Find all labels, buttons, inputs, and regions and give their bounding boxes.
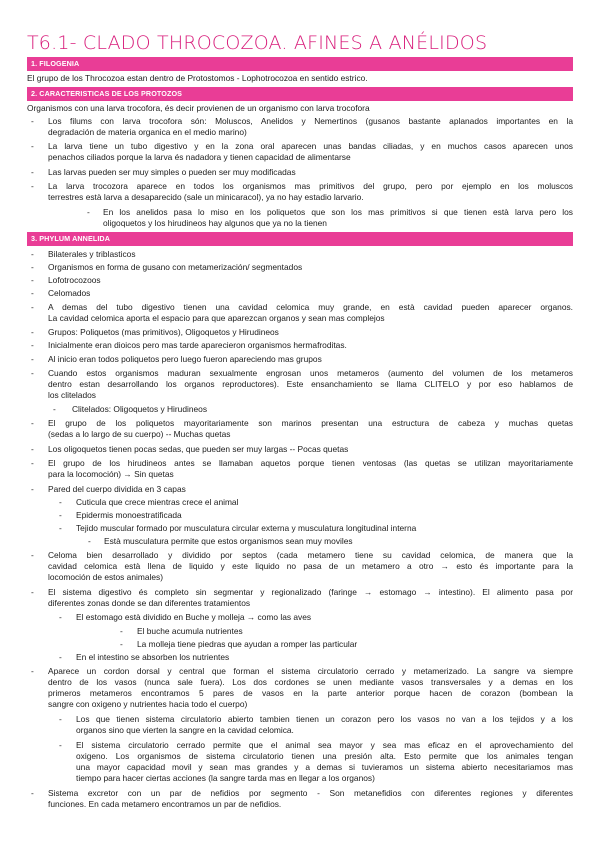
list-item: una mayor capacidad movil y sean mas grandes y a demas si tuvieramos un sistema abierto necesitariamos mas [76,762,573,772]
list-item: Sistema excretor con un par de nefidios por segmento - Son metanefidios con diferentes regiones y diferentes [48,788,573,798]
list-item: En el intestino se absorben los nutrientes [76,652,230,662]
list-item: Celomados [48,288,91,298]
list-item: cavidad celomica està llena de liquido y este liquido no pasa de un metamero a otro → esto és importante para la [48,561,573,571]
list-item: Clitelados: Oligoquetos y Hirudineos [72,404,208,414]
bullet-dash: - [59,497,62,507]
bullet-dash: - [31,587,34,597]
list-item: Al inicio eran todos poliquetos pero luego fueron apareciendo mas grupos [48,354,322,364]
list-item: Los oligoquetos tienen pocas sedas, que pueden ser muy largas -- Pocas quetas [48,444,349,454]
bullet-dash: - [59,523,62,533]
list-item: Lofotrocozoos [48,275,101,285]
list-item: los clitelados [48,390,96,400]
bullet-dash: - [59,612,62,622]
list-item: terrestres està larva a desaparecido (sale un minicaracol), ya no hay estadio larvario. [48,192,364,202]
bullet-dash: - [31,550,34,560]
list-item: sangre con oxigeno y nutrientes hacia todo el cuerpo) [48,699,248,709]
bullet-dash: - [31,484,34,494]
bullet-dash: - [31,788,34,798]
list-item: Los filums con larva trocofora són: Moluscos, Anelidos y Nemertinos (gusanos bastante aplanados importantes en la [48,116,573,126]
list-item: (sedas a lo largo de su cuerpo) -- Muchas quetas [48,429,231,439]
bullet-dash: - [31,141,34,151]
section-header-caracteristicas: 2. CARACTERISTICAS DE LOS PROTOZOS [27,87,573,101]
bullet-dash: - [120,626,123,636]
bullet-dash: - [31,418,34,428]
list-item: Aparece un cordon dorsal y central que forman el sistema circulatorio cerrado y metamerizado. La sangre va siempre [48,666,573,676]
paragraph: Organismos con una larva trocofora, és decir provienen de un organismo con larva trocofora [27,103,370,113]
bullet-dash: - [31,275,34,285]
bullet-dash: - [31,116,34,126]
bullet-dash: - [31,327,34,337]
list-item: A demas del tubo digestivo tienen una cavidad celomica muy grande, en està cavidad pueden aparecer organos. [48,302,573,312]
list-item: para la locomoción) → Sin quetas [48,469,174,479]
list-item: Pared del cuerpo dividida en 3 capas [48,484,186,494]
bullet-dash: - [31,458,34,468]
bullet-dash: - [53,404,56,414]
list-item: Epidermis monoestratificada [76,510,182,520]
list-item: Los que tienen sistema circulatorio abierto tambien tienen un corazon pero los vasos no van a los tejidos y a los [76,714,573,724]
bullet-dash: - [120,639,123,649]
list-item: La larva tiene un tubo digestivo y en la zona oral aparecen unas bandas ciliadas, y en muchos casos aparecen unos [48,141,573,151]
list-item: funciones. En cada metamero encontramos un par de nefidios. [48,799,282,809]
paragraph: El grupo de los Throcozoa estan dentro de Protostomos - Lophotrocozoa en sentido estrico. [27,73,368,83]
list-item: oxigeno. Los organismos de sistema circulatorio tienen una presión alta. Esto permite que los animales tengan [76,751,573,761]
bullet-dash: - [87,207,90,217]
bullet-dash: - [31,262,34,272]
list-item: Grupos: Poliquetos (mas primitivos), Oligoquetos y Hirudineos [48,327,279,337]
page-title: T6.1- CLADO THROCOZOA. AFINES A ANÉLIDOS [27,32,488,54]
bullet-dash: - [31,340,34,350]
bullet-dash: - [31,368,34,378]
list-item: dentro estan desarrollando los organos reproductores). Este ensanchamiento se llama CLITELO y por eso hablamos de [48,379,573,389]
list-item: El sistema circulatorio cerrado permite que el animal sea mayor y sea mas eficaz en el aprovechamiento del [76,740,573,750]
list-item: El buche acumula nutrientes [137,626,243,636]
bullet-dash: - [59,740,62,750]
list-item: degradación de materia organica en el medio marino) [48,127,247,137]
list-item: La larva trocozora aparece en todos los organismos mas primitivos del grupo, pero por ejemplo en los moluscos [48,181,573,191]
list-item: El grupo de los hirudineos antes se llamaban aquetos porque tienen ventosas (las quetas se utilizan mayoritariamente [48,458,573,468]
list-item: El sistema digestivo és completo sin segmentar y regionalizado (faringe → estomago → intestino). El alimento pasa por [48,587,573,597]
list-item: Las larvas pueden ser muy simples o pueden ser muy modificadas [48,167,296,177]
list-item: El grupo de los poliquetos mayoritariamente son marinos presentan una estructura de cabeza y muchas quetas [48,418,573,428]
bullet-dash: - [31,249,34,259]
list-item: penachos ciliados porque la larva és nadadora y tienen capacidad de alimentarse [48,152,351,162]
list-item: organos sino que vierten la sangre en la cavidad celomica. [76,725,294,735]
list-item: diferentes zonas donde se dan diferentes tratamientos [48,598,251,608]
bullet-dash: - [59,510,62,520]
bullet-dash: - [31,444,34,454]
bullet-dash: - [31,354,34,364]
list-item: Està musculatura permite que estos organismos sean muy moviles [104,536,353,546]
bullet-dash: - [88,536,91,546]
list-item: La cavidad celomica aporta el espacio para que aparezcan organos y sean mas complejos [48,313,385,323]
list-item: Organismos en forma de gusano con metamerización/ segmentados [48,262,303,272]
bullet-dash: - [59,652,62,662]
section-header-filogenia: 1. FILOGENIA [27,57,573,71]
list-item: tiempo para hacer ciertas acciones (la sangre tarda mas en llegar a los organos) [76,773,375,783]
list-item: Bilaterales y triblasticos [48,249,136,259]
list-item: dentro de los vasos (nunca sale fuera). Los dos cordones se unen mediante vasos transversales y a demas en los [48,677,573,687]
list-item: locomoción de estos animales) [48,572,163,582]
bullet-dash: - [31,288,34,298]
bullet-dash: - [31,666,34,676]
list-item: Tejido muscular formado por musculatura circular externa y musculatura longitudinal interna [76,523,417,533]
list-item: La molleja tiene piedras que ayudan a romper las particular [137,639,358,649]
list-item: primeros metameros encontramos 5 pares de vasos en la parte anterior porque hacen de corazon (bombean la [48,688,573,698]
list-item: oligoquetos y los hirudineos hay algunos que ya no la tienen [103,218,327,228]
bullet-dash: - [59,714,62,724]
list-item: Cuando estos organismos maduran sexualmente engrosan unos metameros (aumento del volumen de los metameros [48,368,573,378]
bullet-dash: - [31,302,34,312]
list-item: Celoma bien desarrollado y dividido por septos (cada metamero tiene su cavidad celomica, de manera que la [48,550,573,560]
list-item: Inicialmente eran dioicos pero mas tarde aparecieron organismos hermafroditas. [48,340,347,350]
list-item: El estomago està dividido en Buche y molleja → como las aves [76,612,312,622]
bullet-dash: - [31,167,34,177]
section-header-annelida: 3. PHYLUM ANNELIDA [27,232,573,246]
bullet-dash: - [31,181,34,191]
list-item: Cuticula que crece mientras crece el animal [76,497,239,507]
list-item: En los anelidos pasa lo miso en los poliquetos que son los mas primitivos si que tienen està larva pero los [103,207,573,217]
